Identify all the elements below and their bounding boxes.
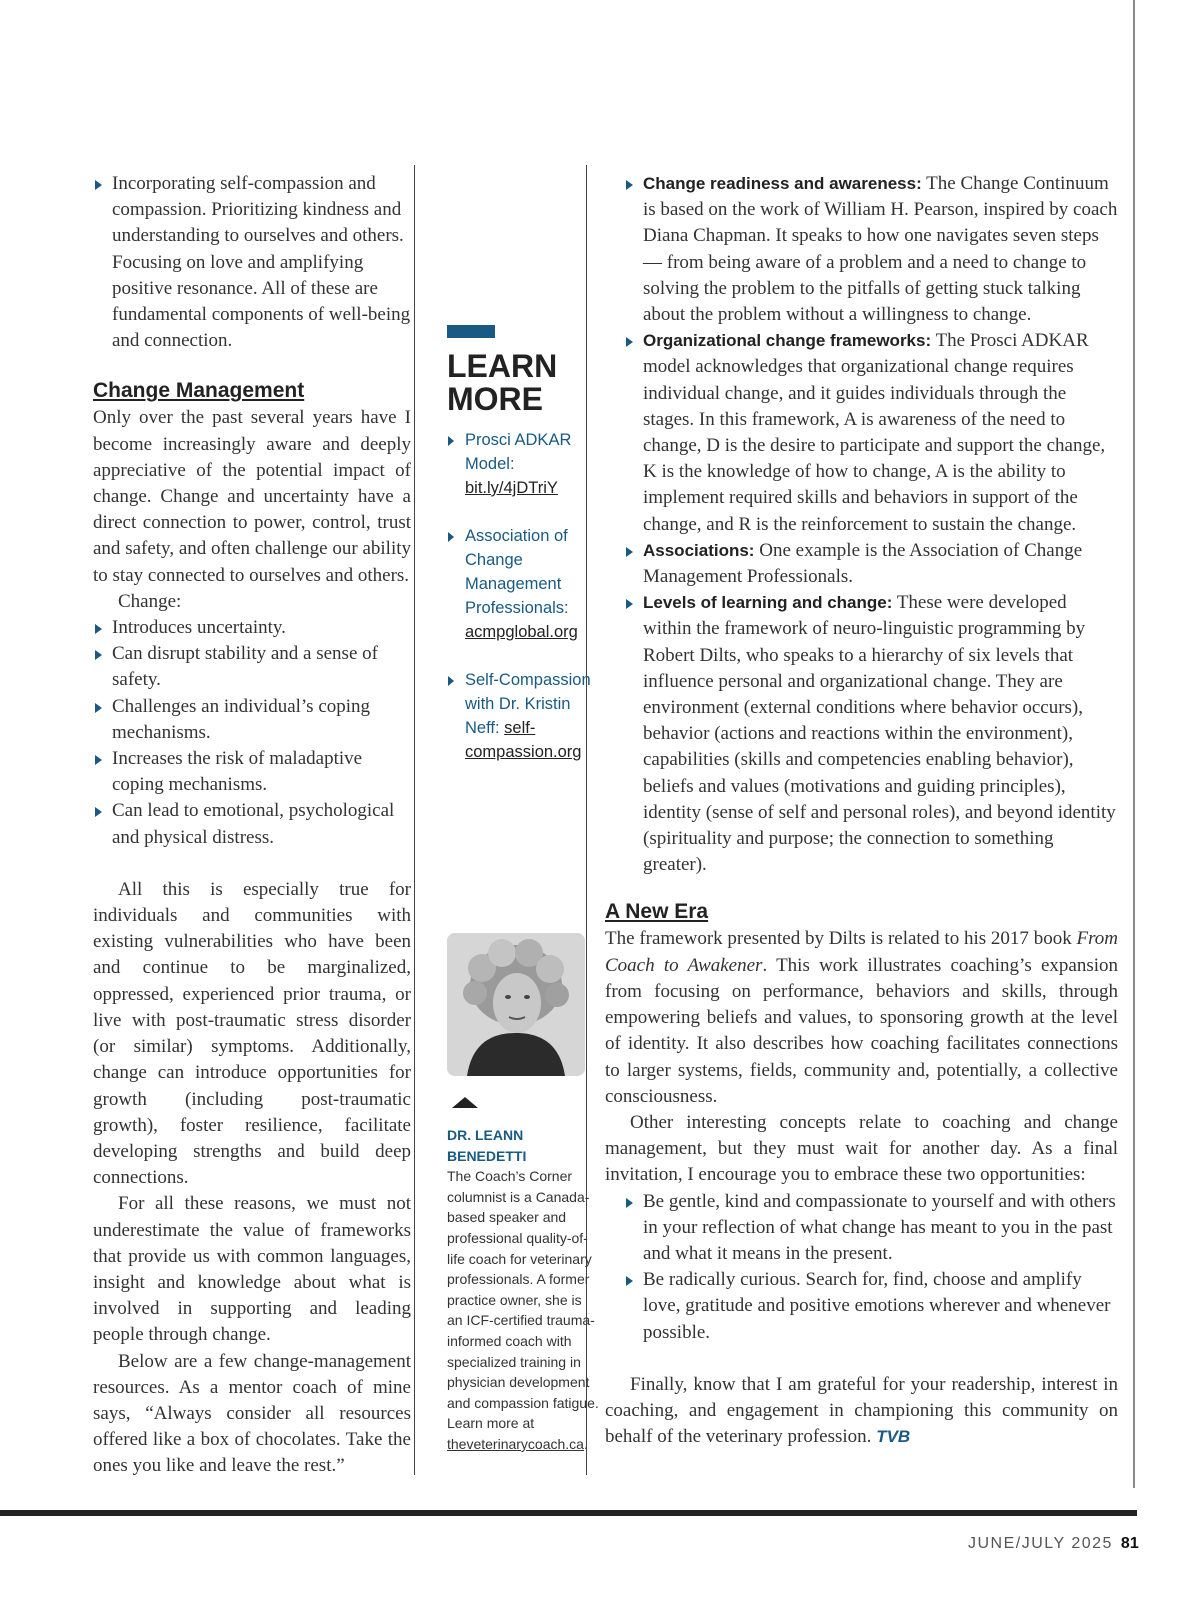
paragraph-dilts-start: The framework presented by Dilts is related to his 2017 book (605, 928, 1072, 950)
resource-item-title: Organizational change frameworks: (643, 331, 932, 351)
paragraph-dilts-end: . This work illustrates coaching’s expansion from focusing on performance, behaviors and skills, through empowering beliefs and values, to sponsoring growth at the level of identity. It also describes how coaching facilitates connections to larger systems, fields, community and, potentially, a collective consciousness. (605, 954, 1118, 1107)
page-number: 81 (1120, 1535, 1139, 1552)
tvb-logo: TVB (876, 1427, 911, 1447)
author-portrait-illustration (447, 933, 585, 1076)
author-photo (447, 933, 585, 1076)
resource-item-title: Associations: (643, 540, 755, 560)
learn-more-link[interactable]: acmpglobal.org (465, 623, 578, 641)
paragraph-closing (605, 1372, 1118, 1451)
resource-item-title: Levels of learning and change: (643, 593, 893, 613)
right-column (605, 171, 1119, 1450)
author-bio (447, 1125, 599, 1455)
issue-date: JUNE/JULY 2025 (968, 1535, 1113, 1552)
section-heading-change-management: Change Management (93, 379, 305, 403)
paragraph-vulnerabilities: All this is especially true for individuals and communities with existing vulnerabilities who have been and continue to be marginalized, oppressed, experienced prior trauma, or live with post-traumatic stress disorder (or similar) symptoms. Additionally, change can introduce opportunities for growth (including post-traumatic growth), foster resilience, facilitate developing strengths and build deep connections. (93, 878, 411, 1189)
author-website-link[interactable]: theveterinarycoach.ca (447, 1435, 584, 1452)
learn-more-accent-bar (447, 325, 495, 338)
resource-item-title: Change readiness and awareness: (643, 174, 922, 193)
paragraph-resources: Below are a few change-management resources. As a mentor coach of mine says, “Always consider all resources offered like a box of chocolates. Take the ones you like and leave the rest.” (93, 1350, 411, 1477)
learn-more-item (447, 668, 597, 764)
paragraph-change-intro: Only over the past several years have I become increasingly aware and deeply appreciative of the potential impact of change. Change and uncertainty have a direct connection to power, control, trust and safety, and often challenge our ability to stay connected to ourselves and others. (93, 407, 411, 586)
bullet-self-compassion: Incorporating self-compassion and compassion. Prioritizing kindness and understanding to ourselves and others. Focusing on love and amplifying positive resonance. All of these are fundamental components of well-being and connection. (93, 171, 411, 354)
paragraph-other-concepts: Other interesting concepts relate to coaching and change management, but they must wait for another day. As a final invitation, I encourage you to embrace these two opportunities: (605, 1111, 1118, 1186)
resource-item (624, 328, 1118, 538)
learn-more-item (447, 428, 597, 500)
left-column (93, 171, 411, 1480)
change-bullet: Increases the risk of maladaptive coping mechanisms. (93, 746, 411, 798)
paragraph-closing-text: Finally, know that I am grateful for your readership, interest in coaching, and engagement in championing this community on behalf of the veterinary profession. (605, 1373, 1118, 1448)
change-bullet: Can disrupt stability and a sense of safety. (93, 641, 411, 693)
footer-rule (0, 1510, 1137, 1516)
learn-more-sidebar (447, 325, 597, 764)
learn-more-link[interactable]: bit.ly/4jDTriY (465, 479, 558, 497)
column-divider-left (414, 165, 415, 1475)
invitation-bullet: Be gentle, kind and compassionate to yourself and with others in your reflection of what change has meant to you in the past and what it means in the present. (624, 1189, 1118, 1268)
learn-more-item-label: Self-Compassion with Dr. Kristin Neff: (465, 671, 591, 737)
invitation-bullet: Be radically curious. Search for, find, choose and amplify love, gratitude and positive emotions wherever and whenever possible. (624, 1267, 1118, 1346)
change-bullet: Challenges an individual’s coping mechanisms. (93, 694, 411, 746)
learn-more-link[interactable]: self-compassion.org (465, 719, 582, 761)
learn-more-item-label: Prosci ADKAR Model: (465, 431, 572, 473)
paragraph-frameworks: For all these reasons, we must not underestimate the value of frameworks that provide us with common languages, insight and knowledge about what is involved in supporting and leading people through change. (93, 1193, 411, 1346)
resource-item (624, 538, 1118, 590)
book-title: From Coach to Awakener (605, 928, 1119, 976)
resource-item-text: These were developed within the framework of neuro-linguistic programming by Robert Dilts, who speaks to a hierarchy of six levels that influence personal and organizational change. They are environment (external conditions where behavior occurs), behavior (actions and reactions within the environment), capabilities (skills and competencies enabling behavior), beliefs and values (motivations and guiding principles), identity (sense of self and personal roles), and beyond identity (spirituality and purpose; the connection to something greater). (643, 592, 1116, 876)
change-label: Change: (118, 590, 182, 612)
change-bullet: Can lead to emotional, psychological and physical distress. (93, 798, 411, 850)
resource-item-text: The Prosci ADKAR model acknowledges that organizational change requires individual change, and it guides individuals through the stages. In this framework, A is awareness of the need to change, D is the desire to participate and support the change, K is the knowledge of how to change, A is the ability to implement required skills and behaviors in support of the change, and R is the reinforcement to sustain the change. (643, 330, 1106, 535)
page-footer (968, 1535, 1139, 1553)
resource-item-text: The Change Continuum is based on the work of William H. Pearson, inspired by coach Diana Chapman. It speaks to how one navigates seven steps — from being aware of a problem and a need to change to solving the problem to the pitfalls of getting stuck talking about the problem without a willingness to change. (643, 173, 1118, 326)
paragraph-dilts-framework (605, 926, 1118, 1109)
learn-more-item (447, 524, 597, 644)
section-heading-new-era: A New Era (605, 900, 709, 924)
author-name: DR. LEANN BENEDETTI (447, 1127, 527, 1164)
author-bio-text: The Coach’s Corner columnist is a Canada-based speaker and professional quality-of-life coach for veterinary professionals. A former practice owner, she is an ICF-certified trauma-informed coach with specialized training in physician development and compassion fatigue. Learn more at (447, 1168, 599, 1432)
resource-item (624, 590, 1118, 878)
resource-item (624, 171, 1118, 328)
caption-pointer-icon (452, 1097, 478, 1108)
resource-item-text: One example is the Association of Change Management Professionals. (643, 539, 1083, 588)
bio-end-punctuation: . (583, 1435, 588, 1452)
learn-more-title: LEARN MORE (447, 348, 558, 417)
page-edge-rule (1133, 0, 1135, 1488)
change-bullet: Introduces uncertainty. (93, 615, 411, 641)
learn-more-item-label: Association of Change Management Professionals: (465, 527, 569, 617)
